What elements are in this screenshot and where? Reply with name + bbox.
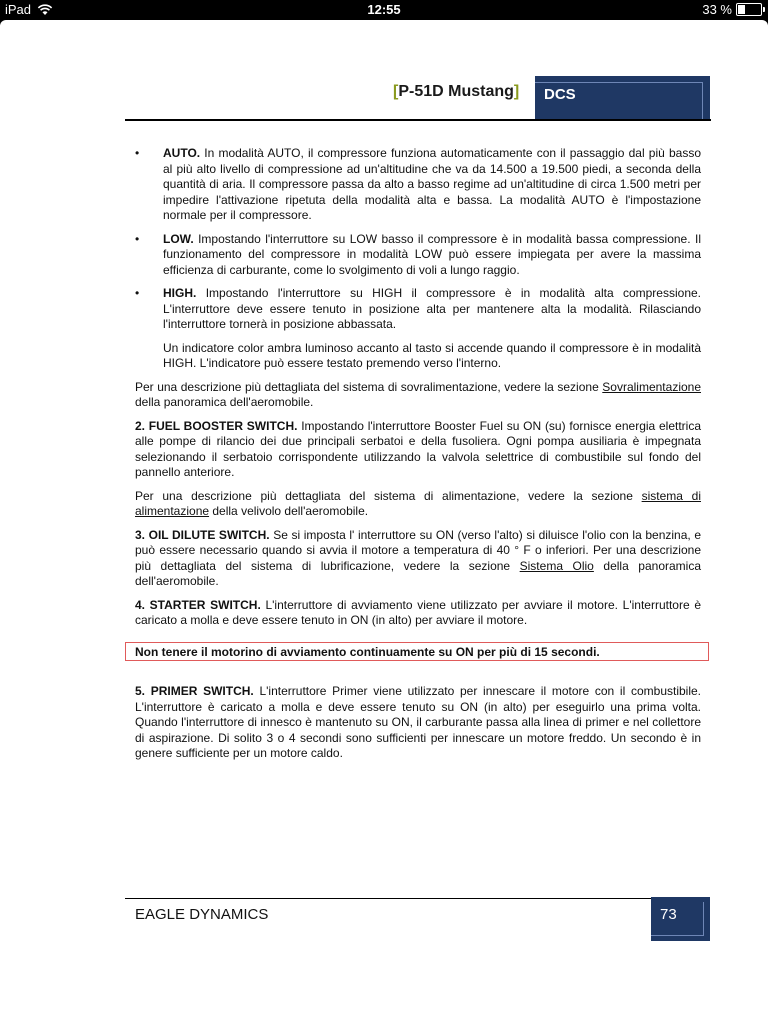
brand-label: DCS [544, 86, 576, 103]
bullet-icon: • [135, 231, 140, 246]
section-term: 4. STARTER SWITCH. [135, 597, 261, 612]
page-number: 73 [660, 906, 677, 923]
reference-text: della velivolo dell'aeromobile. [209, 504, 369, 518]
footer-divider [125, 898, 651, 899]
section-term: 2. FUEL BOOSTER SWITCH. [135, 418, 298, 433]
starter-section [135, 598, 701, 629]
bullet-text: In modalità AUTO, il compressore funziona automaticamente con il passaggio dal più basso al più alto livello di compressione ad un'altitudine che va da 14.500 a 19.500 piedi, a seconda della quantità di aria. Il compressore passa da alto a basso regime ad un'altitudine di circa 1.500 metri per impedire l'attivazione ripetuta della modalità alta e bassa. La modalità AUTO è l'impostazione normale per il compressore. [163, 146, 701, 222]
reference-text: della panoramica dell'aeromobile. [135, 395, 314, 409]
section-term: 3. OIL DILUTE SWITCH. [135, 527, 270, 542]
reference-text: Per una descrizione più dettagliata del sistema di sovralimentazione, vedere la sezione [135, 379, 603, 394]
fuel-booster-section [135, 419, 701, 481]
status-right [702, 2, 762, 17]
header-brand-box [535, 76, 710, 120]
status-time: 12:55 [367, 2, 401, 17]
page-number-box [651, 897, 710, 941]
page-body-continued [135, 684, 701, 762]
oil-dilute-section [135, 528, 701, 590]
section-text: L'interruttore di avviamento viene utilizzato per avviare il motore. L'interruttore è caricato a molla e deve essere tenuto in ON (in alto) per avviare il motore. [135, 597, 701, 627]
supercharger-link[interactable]: Sovralimentazione [602, 379, 701, 394]
section-text: L'interruttore Primer viene utilizzato per innescare il motore con il combustibile. L'interruttore è caricato a molla e deve essere tenuto su ON (in alto) per eseguirlo una prima volta. Quando l'interruttore di innesco è mantenuto su ON, il carburante passa alla linea di primer e nel collettore di aspirazione. Di solito 3 o 4 secondi sono sufficienti per innescare un motore freddo. Un secondo è in genere sufficiente per un motore caldo. [135, 684, 702, 760]
bracket-open: [ [393, 83, 399, 100]
warning-box: Non tenere il motorino di avviamento continuamente su ON per più di 15 secondi. [125, 642, 709, 661]
bracket-close: ] [513, 83, 520, 100]
bullet-icon: • [135, 286, 140, 300]
section-text: della panoramica dell'aeromobile. [135, 558, 701, 588]
bullet-text: Impostando l'interruttore su HIGH il compressore è in modalità alta compressione. L'interruttore deve essere tenuto in posizione alta per mantenere alta la modalità. Rilasciando l'interruttore tornerà in posizione abbassata. [163, 286, 701, 331]
list-item [135, 286, 701, 333]
fuel-system-link[interactable]: sistema di alimentazione [135, 488, 701, 518]
battery-percentage: 33 % [702, 2, 732, 17]
high-indicator-note: Un indicatore color ambra luminoso accanto al tasto si accende quando il compressore è in modalità HIGH. L'indicatore può essere testato premendo verso l'interno. [163, 340, 701, 370]
page-number-frame [651, 902, 704, 936]
aircraft-title: P-51D Mustang [398, 83, 514, 100]
status-bar [0, 0, 768, 20]
section-text: Se si imposta l' interruttore su ON (verso l'alto) si diluisce l'olio con la benzina, e può essere necessario quando si avvia il motore a temperatura di 40 ° F o inferiori. Per una descrizione più dettagliata del sistema di lubrificazione, vedere la sezione [135, 527, 702, 573]
battery-icon [736, 3, 762, 16]
section-term: 5. PRIMER SWITCH. [135, 684, 254, 698]
bullet-icon: • [135, 146, 140, 160]
page-header-title [393, 83, 519, 101]
oil-system-link[interactable]: Sistema Olio [519, 558, 594, 573]
supercharger-reference [135, 380, 701, 411]
bullet-term: AUTO. [163, 146, 201, 160]
list-item [135, 232, 701, 279]
battery-level [738, 5, 745, 14]
document-page[interactable] [0, 20, 768, 1024]
footer-company: EAGLE DYNAMICS [135, 906, 269, 923]
section-text: Impostando l'interruttore Booster Fuel su ON (su) fornisce energia elettrica alle pompe di rilancio dei due principali serbatoi e della fusoliera. Ogni pompa ausiliaria è impegnata selezionando il serbatoio corrispondente utilizzando la valvola selettrice di combustibile sul fondo del pannello anteriore. [135, 418, 701, 479]
fuel-reference [135, 489, 701, 520]
device-label: iPad [5, 2, 32, 17]
primer-section [135, 684, 701, 762]
list-item [135, 146, 701, 224]
reference-text: Per una descrizione più dettagliata del sistema di alimentazione, vedere la sezione [135, 488, 642, 503]
bullet-term: LOW. [163, 231, 194, 246]
bullet-term: HIGH. [163, 286, 197, 300]
page-body [135, 146, 701, 637]
bullet-text: Impostando l'interruttore su LOW basso il compressore è in modalità bassa compressione. Il funzionamento del compressore in modalità LOW può essere impiegata per avere la massima efficienza di carburante, come lo svolgimento di voli a lungo raggio. [163, 231, 701, 277]
header-divider [125, 119, 711, 121]
